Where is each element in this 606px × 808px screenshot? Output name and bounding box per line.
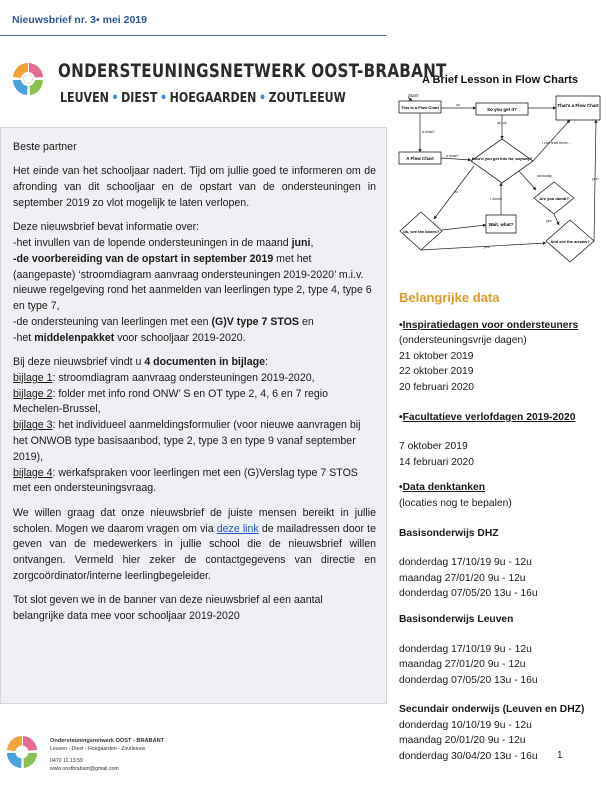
flowchart-title: A Brief Lesson in Flow Charts bbox=[421, 74, 579, 86]
optional-leave-days: •Facultatieve verlofdagen 2019-2020 7 oktober 2019 14 februari 2020 bbox=[399, 411, 576, 468]
org-title: ONDERSTEUNINGSNETWERK OOST-BRABANT bbox=[58, 61, 447, 82]
dates-title: Belangrijke data bbox=[399, 290, 500, 305]
svg-text:A Flow Chart: A Flow Chart bbox=[406, 156, 434, 161]
network-logo-icon bbox=[10, 60, 46, 98]
svg-text:I dunno: I dunno bbox=[490, 197, 502, 201]
newsletter-header-bar bbox=[0, 0, 387, 36]
svg-text:yes: yes bbox=[484, 245, 490, 249]
svg-text:Ok, see the boxes?: Ok, see the boxes? bbox=[402, 229, 440, 234]
page-number: 1 bbox=[557, 750, 563, 761]
svg-text:a what?: a what? bbox=[446, 154, 459, 158]
mailing-paragraph: We willen graag dat onze nieuwsbrief de juiste mensen bereikt in jullie scholen. Mogen we daarom vragen om via deze link de mailadressen door te geven van de medewerkers in jullie school die de nieuwsbrief willen ontvangen. Vermeld hier zeker de contactgegevens van directie en zorgcoördinator/interne leerlingbegeleider. bbox=[13, 506, 376, 582]
org-cities: LEUVEN • DIEST • HOEGAARDEN • ZOUTLEEUW bbox=[60, 91, 346, 106]
svg-text:How'd you get this far, anyway: How'd you get this far, anyway? bbox=[471, 156, 533, 161]
svg-text:a what?: a what? bbox=[422, 130, 435, 134]
inspiration-days: •Inspiratiedagen voor ondersteuners (ondersteuningsvrije dagen) 21 oktober 2019 22 oktober 2019 20 februari 2020 bbox=[399, 319, 579, 393]
attachment-list: Bij deze nieuwsbrief vindt u 4 documenten in bijlage: bijlage 1: stroomdiagram aanvraag ondersteuningen 2019-2020, bijlage 2: folder met info rond ONW’ S en OT type 2, 4, 6 en 7 regio Mechelen-Brussel, bijlage 3: het individueel aanmeldingsformulier (voor nieuwe aanvragen bij het ONWOB type basisaanbod, type 2, type 3 en type 9 vanaf september 2019), bijlage 4: werkafspraken voor leerlingen met een (G)Verslag type 7 STOS met een ondersteuningsvraag. bbox=[13, 356, 361, 495]
svg-text:Start!: Start! bbox=[408, 93, 419, 98]
attachment-4-label: bijlage 4 bbox=[13, 466, 53, 479]
svg-text:I can read these...: I can read these... bbox=[542, 141, 571, 145]
svg-text:ok: ok bbox=[456, 103, 460, 107]
attachment-1-label: bijlage 1 bbox=[13, 371, 53, 384]
attachment-2-label: bijlage 2 bbox=[13, 387, 53, 400]
info-list: Deze nieuwsbrief bevat informatie over: -het invullen van de lopende ondersteuningen in de maand juni, -de voorbereiding van de opstart in september 2019 met het (aangepaste) ‘stroomdiagram aanvraag ondersteuningen 2019-2020’ m.i.v. nieuwe regelgeving rond het aanmelden van leerlingen type 2, type 4, type 6 en type 7, -de ondersteuning van leerlingen met een (G)V type 7 STOS en -het middelenpakket voor schooljaar 2019-2020. bbox=[13, 221, 372, 344]
footer-logo-icon bbox=[4, 733, 40, 771]
svg-text:yes!: yes! bbox=[592, 177, 599, 181]
closing-paragraph: Tot slot geven we in de banner van deze nieuwsbrief al een aantal belangrijke data mee voor schooljaar 2019-2020 bbox=[13, 594, 323, 623]
newsletter-number: Nieuwsbrief nr. 3• mei 2019 bbox=[12, 14, 147, 26]
svg-text:yes: yes bbox=[546, 219, 552, 223]
flowchart-image bbox=[394, 60, 606, 265]
intro-paragraph: Het einde van het schooljaar nadert. Tijd om jullie goed te informeren om de afronding van dit schooljaar en de opstart van de ondersteuningen in september 2019 zo vlot mogelijk te laten verlopen. bbox=[13, 165, 376, 209]
footer-contact: Ondersteuningsnetwerk OOST - BRABANT Leuven - Diest - Hoegaarden - Zoutleeuw 0470 11 13 59 www.oostbrabant@gmail.com bbox=[50, 738, 165, 772]
svg-text:ok, ok: ok, ok bbox=[497, 121, 507, 125]
svg-text:So you get it?: So you get it? bbox=[487, 107, 517, 112]
svg-text:obviously: obviously bbox=[537, 174, 552, 178]
greeting: Beste partner bbox=[13, 141, 77, 153]
attachment-3-label: bijlage 3 bbox=[13, 419, 53, 432]
important-dates bbox=[399, 290, 606, 765]
think-tank-dates: •Data denktanken (locaties nog te bepalen) Basisonderwijs DHZ donderdag 17/10/19 9u - 12u maandag 27/01/20 9u - 12u donderdag 07/05/20 13u - 16u Basisonderwijs Leuven donderdag 17/10/19 9u - 12u maandag 27/01/20 9u - 12u donderdag 07/05/20 13u - 16u Secundair onderwijs (Leuven en DHZ) donderdag 10/10/19 9u - 12u maandag 20/01/20 9u - 12u donderdag 30/04/20 13u - 16u bbox=[399, 482, 585, 763]
svg-text:no: no bbox=[454, 190, 458, 194]
svg-text:And see the arrows?: And see the arrows? bbox=[550, 239, 590, 244]
svg-text:Wait, what?: Wait, what? bbox=[488, 222, 514, 227]
svg-text:This is a Flow Chart: This is a Flow Chart bbox=[401, 105, 439, 110]
svg-text:Are you dumb?: Are you dumb? bbox=[539, 196, 569, 201]
svg-text:That's a Flow Chart: That's a Flow Chart bbox=[557, 103, 599, 108]
letter-body bbox=[0, 127, 387, 704]
mailing-link[interactable]: deze link bbox=[216, 522, 259, 535]
